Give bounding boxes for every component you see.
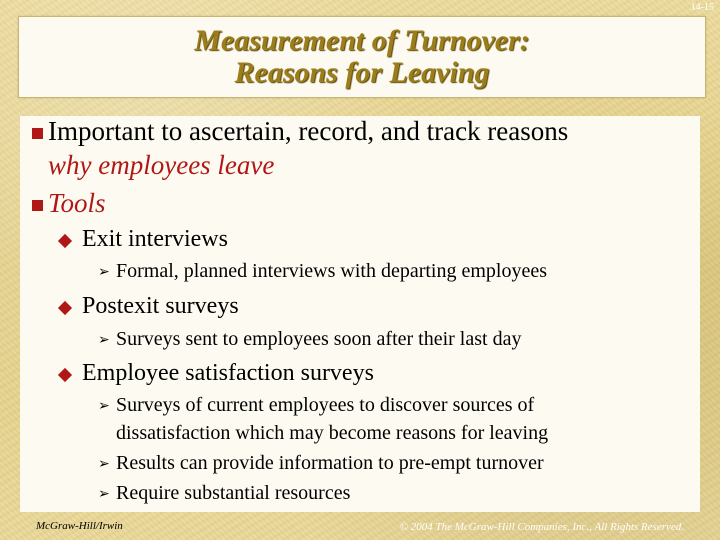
slide-title-line-2: Reasons for Leaving <box>234 56 490 89</box>
diamond-bullet-icon <box>58 234 72 248</box>
diamond-bullet-icon <box>58 301 72 315</box>
slide-title-line-1: Measurement of Turnover: <box>194 24 530 57</box>
bullet-sat-sub-2: Results can provide information to pre-empt turnover <box>116 452 544 474</box>
arrow-bullet-icon: ➢ <box>98 487 110 502</box>
bullet-tools: Tools <box>48 188 106 218</box>
arrow-bullet-icon: ➢ <box>98 399 110 414</box>
bullet-exit-sub: Formal, planned interviews with departing employees <box>116 260 548 282</box>
bullet-sat-sub-1-cont: dissatisfaction which may become reasons for leaving <box>116 422 549 444</box>
bullet-important: Important to ascertain, record, and track reasons <box>48 116 569 146</box>
bullet-satisfaction-surveys: Employee satisfaction surveys <box>82 360 374 386</box>
arrow-bullet-icon: ➢ <box>98 265 110 280</box>
bullet-sat-sub-3: Require substantial resources <box>116 482 351 504</box>
square-bullet-icon <box>32 200 43 211</box>
content-panel <box>20 116 700 512</box>
bullet-postexit-surveys: Postexit surveys <box>82 293 239 319</box>
arrow-bullet-icon: ➢ <box>98 333 110 348</box>
title-box <box>18 16 706 98</box>
bullet-postexit-sub: Surveys sent to employees soon after their last day <box>116 328 522 350</box>
bullet-exit-interviews: Exit interviews <box>82 226 228 252</box>
footer-copyright: © 2004 The McGraw-Hill Companies, Inc., All Rights Reserved. <box>399 521 684 533</box>
footer-publisher: McGraw-Hill/Irwin <box>36 520 123 532</box>
slide-number: 14-15 <box>690 2 714 13</box>
arrow-bullet-icon: ➢ <box>98 457 110 472</box>
bullet-sat-sub-1: Surveys of current employees to discover sources of <box>116 394 535 416</box>
square-bullet-icon <box>32 128 43 139</box>
diamond-bullet-icon <box>58 368 72 382</box>
bullet-important-cont: why employees leave <box>48 150 275 180</box>
